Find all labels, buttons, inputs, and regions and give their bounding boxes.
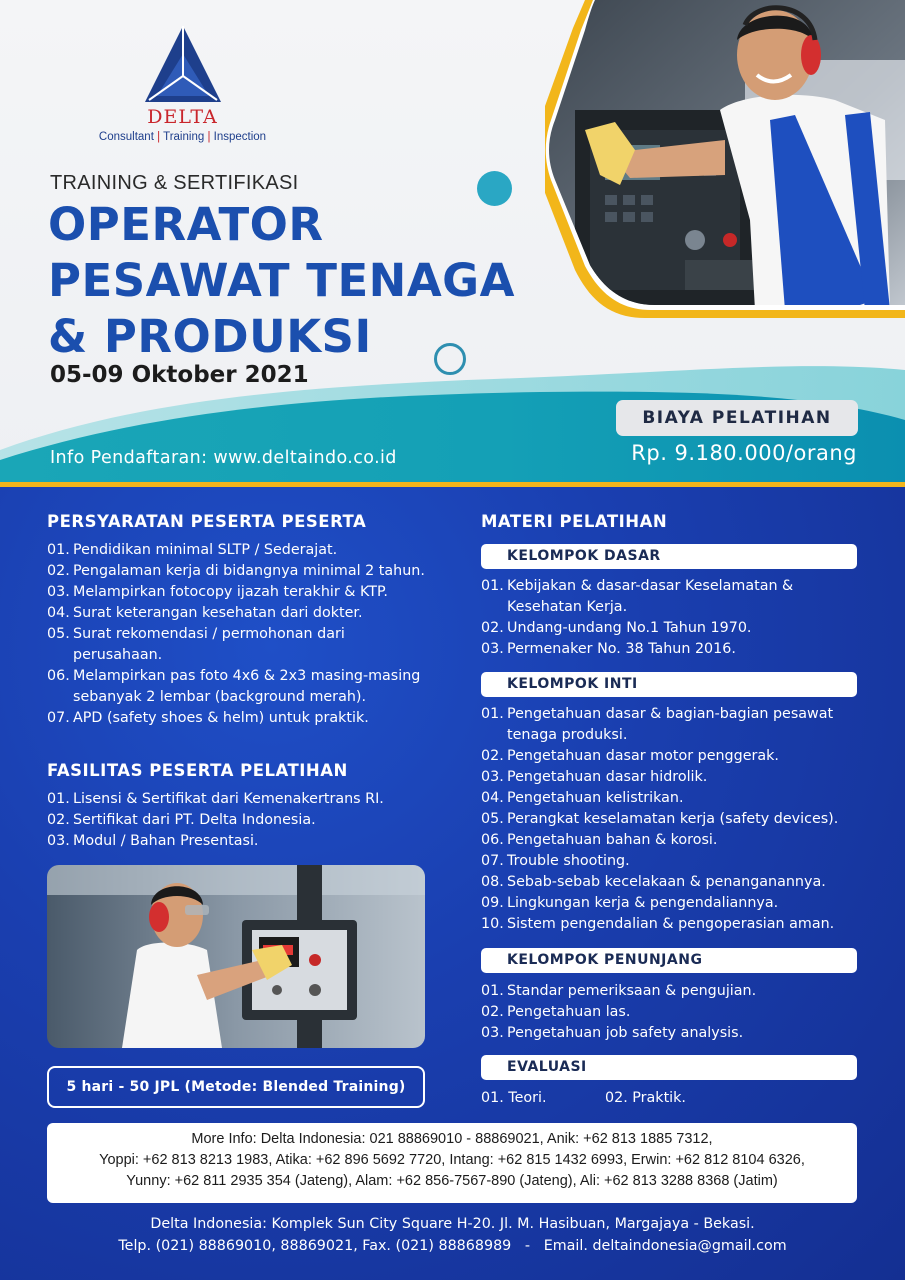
- list-item-text: Pengetahuan job safety analysis.: [507, 1025, 744, 1041]
- materi-inti-item: [481, 788, 861, 809]
- list-item-text: Surat keterangan kesehatan dari dokter.: [73, 605, 363, 621]
- delta-triangle-icon: [143, 24, 223, 104]
- logo-tag-separator: |: [207, 131, 211, 143]
- contact-info-box: [47, 1123, 857, 1203]
- delta-logo: [95, 24, 270, 143]
- persyaratan-item: [47, 708, 432, 729]
- list-item-text: Melampirkan pas foto 4x6 & 2x3 masing-masing sebanyak 2 lembar (background merah).: [73, 668, 421, 705]
- list-item-text: Sertifikat dari PT. Delta Indonesia.: [73, 812, 316, 828]
- list-item-text: Trouble shooting.: [507, 853, 630, 869]
- list-item-text: Surat rekomendasi / permohonan dari perusahaan.: [73, 626, 345, 663]
- footer-contact: Telp. (021) 88869010, 88869021, Fax. (021) 88868989 - Email. deltaindonesia@gmail.com: [118, 1238, 787, 1254]
- list-item-text: Pendidikan minimal SLTP / Sederajat.: [73, 542, 338, 558]
- decorative-dot: [477, 171, 512, 206]
- list-item-text: Pengetahuan dasar motor penggerak.: [507, 748, 779, 764]
- duration-badge: 5 hari - 50 JPL (Metode: Blended Training): [47, 1066, 425, 1108]
- page-title: [48, 197, 515, 365]
- materi-dasar-item: [481, 576, 861, 618]
- list-item-number: 02.: [481, 620, 504, 636]
- persyaratan-list: [47, 540, 432, 729]
- materi-penunjang-item: [481, 1023, 861, 1044]
- list-item-text: Kebijakan & dasar-dasar Keselamatan & Kesehatan Kerja.: [507, 578, 794, 615]
- footer-address: Delta Indonesia: Komplek Sun City Square H-20. Jl. M. Hasibuan, Margajaya - Bekasi.: [150, 1216, 755, 1232]
- content-section: [0, 487, 905, 1280]
- fasilitas-list: [47, 789, 432, 852]
- kelompok-dasar-label: KELOMPOK DASAR: [481, 544, 857, 569]
- list-item-text: Lingkungan kerja & pengendaliannya.: [507, 895, 779, 911]
- materi-inti-item: [481, 746, 861, 767]
- list-item-text: Pengalaman kerja di bidangnya minimal 2 tahun.: [73, 563, 425, 579]
- list-item-text: Sistem pengendalian & pengoperasian aman.: [507, 916, 835, 932]
- list-item-number: 05.: [47, 626, 70, 642]
- list-item-text: Undang-undang No.1 Tahun 1970.: [507, 620, 752, 636]
- list-item-text: Modul / Bahan Presentasi.: [73, 833, 259, 849]
- materi-penunjang-item: [481, 1002, 861, 1023]
- list-item-number: 03.: [481, 1025, 504, 1041]
- materi-penunjang-item: [481, 981, 861, 1002]
- list-item-number: 01.: [47, 791, 70, 807]
- list-item-number: 03.: [481, 641, 504, 657]
- list-item-number: 08.: [481, 874, 504, 890]
- logo-tag-training: Training: [163, 131, 205, 143]
- list-item-text: Permenaker No. 38 Tahun 2016.: [507, 641, 736, 657]
- price-value: Rp. 9.180.000/orang: [631, 441, 857, 465]
- materi-inti-item: [481, 830, 861, 851]
- materi-inti-item: [481, 767, 861, 788]
- list-item-text: APD (safety shoes & helm) untuk praktik.: [73, 710, 369, 726]
- list-item-number: 03.: [47, 833, 70, 849]
- list-item-text: Sebab-sebab kecelakaan & penanganannya.: [507, 874, 826, 890]
- list-item-number: 09.: [481, 895, 504, 911]
- list-item-text: Lisensi & Sertifikat dari Kemenakertrans RI.: [73, 791, 384, 807]
- materi-dasar-item: [481, 639, 861, 660]
- logo-name: DELTA: [147, 106, 218, 128]
- list-item-number: 06.: [47, 668, 70, 684]
- list-item-text: Pengetahuan las.: [507, 1004, 631, 1020]
- persyaratan-item: [47, 540, 432, 561]
- list-item-text: Standar pemeriksaan & pengujian.: [507, 983, 757, 999]
- list-item-number: 04.: [481, 790, 504, 806]
- training-date: 05-09 Oktober 2021: [50, 362, 309, 388]
- logo-tag-inspection: Inspection: [213, 131, 267, 143]
- persyaratan-item: [47, 582, 432, 603]
- persyaratan-heading: PERSYARATAN PESERTA PESERTA: [47, 512, 367, 531]
- list-item-text: Pengetahuan bahan & korosi.: [507, 832, 718, 848]
- logo-tag-consultant: Consultant: [98, 131, 154, 143]
- list-item-number: 02.: [481, 748, 504, 764]
- materi-inti-item: [481, 809, 861, 830]
- decorative-ring: [434, 343, 466, 375]
- persyaratan-item: [47, 666, 432, 708]
- list-item-number: 03.: [47, 584, 70, 600]
- kelompok-inti-list: [481, 704, 861, 935]
- materi-inti-item: [481, 851, 861, 872]
- logo-tagline: [95, 131, 270, 143]
- title-line-3: & PRODUKSI: [48, 310, 372, 363]
- list-item-text: Pengetahuan dasar & bagian-bagian pesawat tenaga produksi.: [507, 706, 834, 743]
- registration-info: Info Pendaftaran: www.deltaindo.co.id: [50, 448, 397, 468]
- evaluasi-item-praktik: 02. Praktik.: [605, 1090, 686, 1106]
- list-item-number: 10.: [481, 916, 504, 932]
- kelompok-inti-label: KELOMPOK INTI: [481, 672, 857, 697]
- list-item-number: 03.: [481, 769, 504, 785]
- list-item-number: 07.: [481, 853, 504, 869]
- contact-line-2: Yoppi: +62 813 8213 1983, Atika: +62 896 5692 7720, Intang: +62 815 1432 6993, Erwin: +62 812 8104 6326,: [99, 1152, 805, 1168]
- persyaratan-item: [47, 561, 432, 582]
- fasilitas-item: [47, 789, 432, 810]
- evaluasi-label: EVALUASI: [481, 1055, 857, 1080]
- list-item-number: 01.: [481, 578, 504, 594]
- price-label-box: BIAYA PELATIHAN: [616, 400, 858, 436]
- materi-dasar-item: [481, 618, 861, 639]
- training-photo-operator: [47, 865, 425, 1048]
- materi-heading: MATERI PELATIHAN: [481, 512, 668, 531]
- title-line-2: PESAWAT TENAGA: [48, 254, 515, 307]
- fasilitas-heading: FASILITAS PESERTA PELATIHAN: [47, 761, 348, 780]
- list-item-number: 01.: [481, 983, 504, 999]
- contact-line-3: Yunny: +62 811 2935 354 (Jateng), Alam: +62 856-7567-890 (Jateng), Ali: +62 813 3288 8368 (Jatim): [126, 1173, 778, 1189]
- hero-photo-operator: [545, 0, 905, 330]
- kelompok-penunjang-list: [481, 981, 861, 1044]
- kelompok-dasar-list: [481, 576, 861, 660]
- page-subtitle: TRAINING & SERTIFIKASI: [50, 172, 299, 194]
- list-item-number: 04.: [47, 605, 70, 621]
- list-item-number: 01.: [47, 542, 70, 558]
- list-item-number: 01.: [481, 706, 504, 722]
- fasilitas-item: [47, 810, 432, 831]
- list-item-text: Pengetahuan kelistrikan.: [507, 790, 684, 806]
- footer: [0, 1213, 905, 1257]
- list-item-number: 02.: [47, 812, 70, 828]
- contact-line-1: More Info: Delta Indonesia: 021 88869010 - 88869021, Anik: +62 813 1885 7312,: [191, 1131, 713, 1147]
- fasilitas-item: [47, 831, 432, 852]
- persyaratan-item: [47, 603, 432, 624]
- list-item-number: 07.: [47, 710, 70, 726]
- header-section: [0, 0, 905, 490]
- persyaratan-item: [47, 624, 432, 666]
- materi-inti-item: [481, 872, 861, 893]
- materi-inti-item: [481, 914, 861, 935]
- list-item-number: 02.: [481, 1004, 504, 1020]
- list-item-number: 02.: [47, 563, 70, 579]
- list-item-number: 06.: [481, 832, 504, 848]
- title-line-1: OPERATOR: [48, 198, 324, 251]
- kelompok-penunjang-label: KELOMPOK PENUNJANG: [481, 948, 857, 973]
- logo-tag-separator: |: [157, 131, 161, 143]
- list-item-text: Melampirkan fotocopy ijazah terakhir & KTP.: [73, 584, 388, 600]
- list-item-text: Pengetahuan dasar hidrolik.: [507, 769, 708, 785]
- evaluasi-item-teori: 01. Teori.: [481, 1090, 547, 1106]
- list-item-text: Perangkat keselamatan kerja (safety devices).: [507, 811, 839, 827]
- list-item-number: 05.: [481, 811, 504, 827]
- materi-inti-item: [481, 704, 861, 746]
- materi-inti-item: [481, 893, 861, 914]
